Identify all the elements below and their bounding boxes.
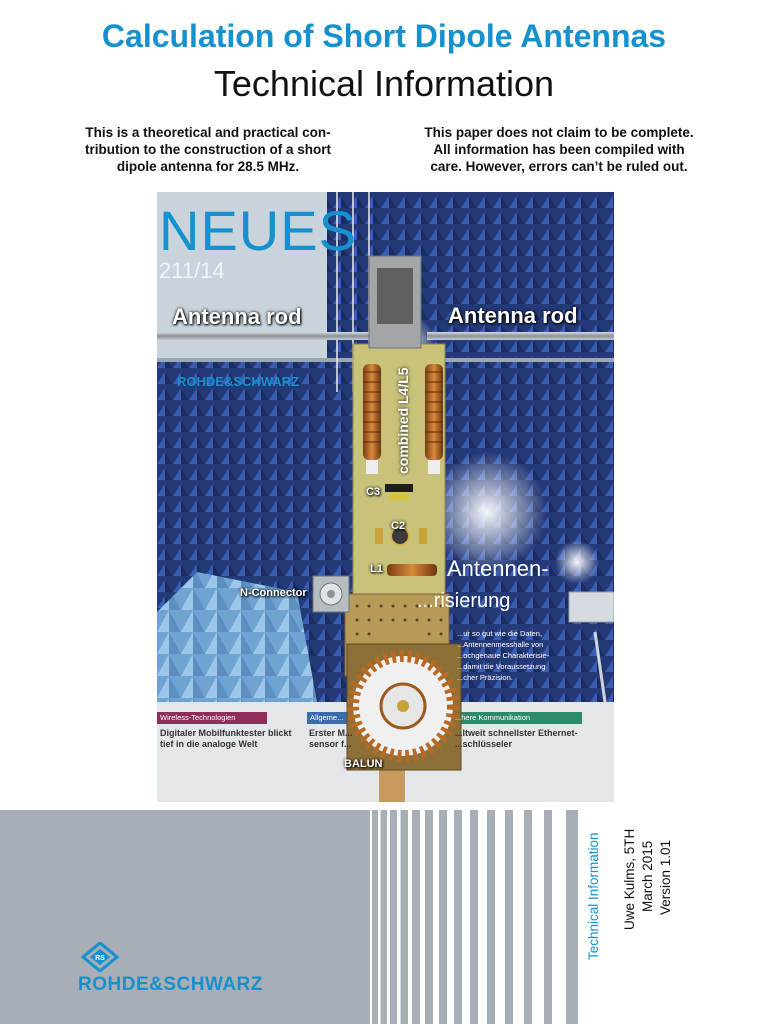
magazine-body-line: ...cher Präzision.: [457, 673, 513, 682]
intro-right-line: This paper does not claim to be complete.: [424, 125, 694, 140]
footer-version: Version 1.01: [658, 839, 673, 915]
magazine-tag-2: Allgeme...: [310, 713, 344, 722]
label-l1: L1: [370, 563, 383, 575]
footer-brand: ROHDE&SCHWARZ: [78, 974, 263, 995]
svg-text:RS: RS: [95, 955, 105, 962]
magazine-tag-1: Wireless-Technologien: [160, 713, 236, 722]
label-antenna-rod-left: Antenna rod: [172, 304, 302, 329]
magazine-issue: 211/14: [159, 258, 225, 283]
label-c2: C2: [391, 520, 406, 532]
magazine-headline-1: Antennen-: [447, 556, 549, 581]
footer-date: March 2015: [640, 840, 655, 912]
magazine-teaser-2: [309, 728, 353, 750]
intro-left-line: This is a theoretical and practical con-: [85, 125, 331, 140]
intro-left: [50, 124, 366, 175]
magazine-body-line: ...damit die Voraussetzung: [457, 662, 546, 671]
magazine-teaser-line: Digitaler Mobilfunktester blickt: [160, 728, 292, 738]
page-subtitle: Technical Information: [213, 63, 555, 104]
intro-right-line: care. However, errors can’t be ruled out.: [430, 159, 688, 174]
label-antenna-rod-right: Antenna rod: [448, 303, 578, 328]
magazine-teaser-1: [160, 728, 292, 750]
magazine-teaser-line: tief in die analoge Welt: [160, 739, 258, 749]
intro-right: [398, 124, 720, 175]
intro-right-line: All information has been compiled with: [433, 142, 685, 157]
magazine-teaser-line: ...schlüsseler: [455, 739, 513, 749]
magazine-body-line: ...Antennenmesshalle von: [457, 640, 544, 649]
magazine-teaser-line: Erster M...: [309, 728, 353, 738]
label-c3: C3: [366, 486, 381, 498]
magazine-masthead: NEUES: [159, 199, 357, 262]
label-balun: BALUN: [344, 758, 383, 770]
intro-left-line: tribution to the construction of a short: [85, 142, 331, 157]
antenna-photo: [157, 192, 614, 802]
footer-doc-type: Technical Information: [586, 832, 601, 960]
magazine-tag-3: ...here Kommunikation: [455, 713, 531, 722]
magazine-teaser-line: ...ltweit schnellster Ethernet-: [455, 728, 578, 738]
magazine-headline-2: ...risierung: [417, 590, 511, 612]
magazine-teaser-line: sensor f...: [309, 739, 352, 749]
magazine-brand: ROHDE&SCHWARZ: [177, 374, 300, 389]
page-title: Calculation of Short Dipole Antennas: [101, 18, 667, 54]
intro-left-line: dipole antenna for 28.5 MHz.: [116, 159, 300, 174]
label-coil-l4-l5: combined L4/L5: [395, 367, 411, 474]
magazine-teaser-3: [455, 728, 578, 750]
magazine-body-line: ...ur so gut wie die Daten,: [457, 629, 543, 638]
magazine-body: [457, 628, 549, 683]
photo-illustration: [157, 192, 614, 802]
footer-author: Uwe Kulms, 5TH: [622, 828, 637, 930]
label-n-connector: N-Connector: [240, 587, 307, 599]
rohde-schwarz-logo-icon: [80, 942, 120, 972]
magazine-body-line: ...ochgenaue Charakterisie-: [457, 651, 550, 660]
